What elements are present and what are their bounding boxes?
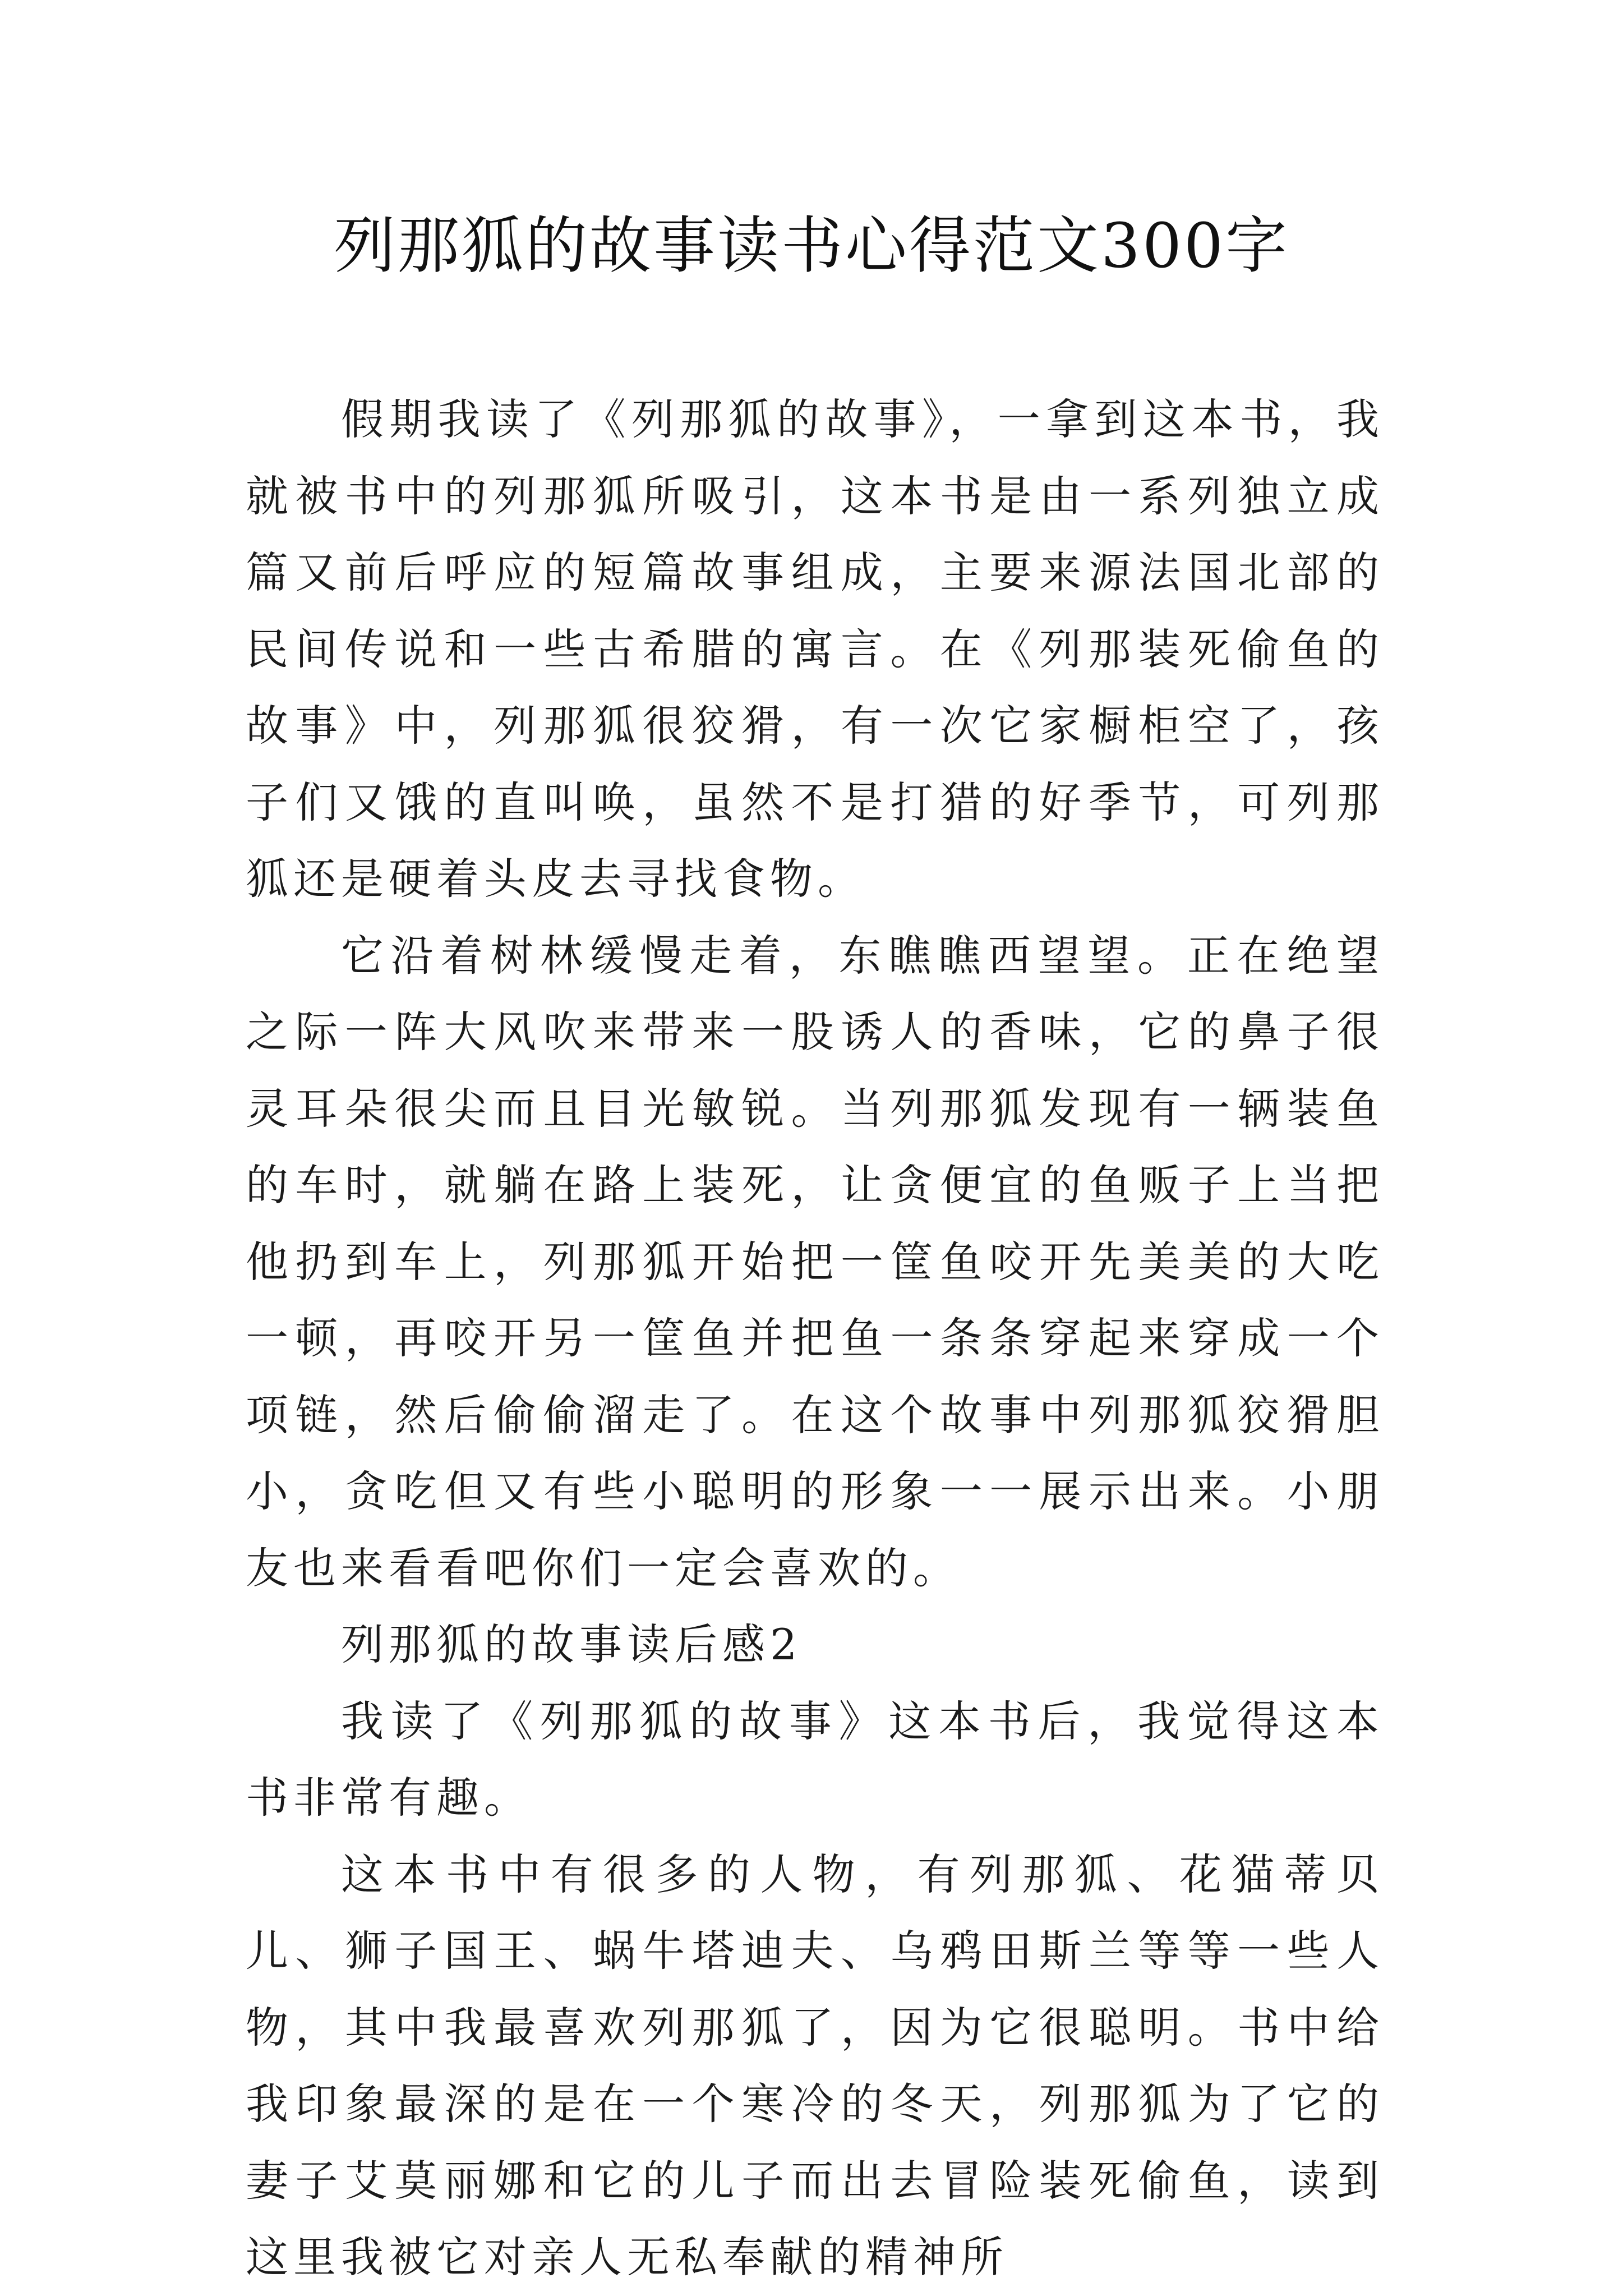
paragraph: 这本书中有很多的人物，有列那狐、花猫蒂贝儿、狮子国王、蜗牛塔迪夫、乌鸦田斯兰等等一些人物，其中我最喜欢列那狐了，因为它很聪明。书中给我印象最深的是在一个寒冷的冬天，列那狐为了它的妻子艾莫丽娜和它的儿子而出去冒险装死偷鱼，读到这里我被它对亲人无私奉献的精神所 [246, 1849, 1384, 2282]
paragraph: 假期我读了《列那狐的故事》，一拿到这本书，我就被书中的列那狐所吸引，这本书是由一系列独立成篇又前后呼应的短篇故事组成，主要来源法国北部的民间传说和一些古希腊的寓言。在《列那装死偷鱼的故事》中，列那狐很狡猾，有一次它家橱柜空了，孩子们又饿的直叫唤，虽然不是打猎的好季节，可列那狐还是硬着头皮去寻找食物。 [246, 394, 1384, 904]
section-heading: 列那狐的故事读后感2 [341, 1619, 803, 1669]
document-body [246, 381, 1384, 2296]
document-title: 列那狐的故事读书心得范文300字 [334, 210, 1289, 282]
paragraph: 我读了《列那狐的故事》这本书后，我觉得这本书非常有趣。 [246, 1696, 1384, 1823]
paragraph: 它沿着树林缓慢走着，东瞧瞧西望望。正在绝望之际一阵大风吹来带来一股诱人的香味，它的鼻子很灵耳朵很尖而且目光敏锐。当列那狐发现有一辆装鱼的车时，就躺在路上装死，让贪便宜的鱼贩子上当把他扔到车上，列那狐开始把一筐鱼咬开先美美的大吃一顿，再咬开另一筐鱼并把鱼一条条穿起来穿成一个项链，然后偷偷溜走了。在这个故事中列那狐狡猾胆小，贪吃但又有些小聪明的形象一一展示出来。小朋友也来看看吧你们一定会喜欢的。 [246, 930, 1384, 1593]
